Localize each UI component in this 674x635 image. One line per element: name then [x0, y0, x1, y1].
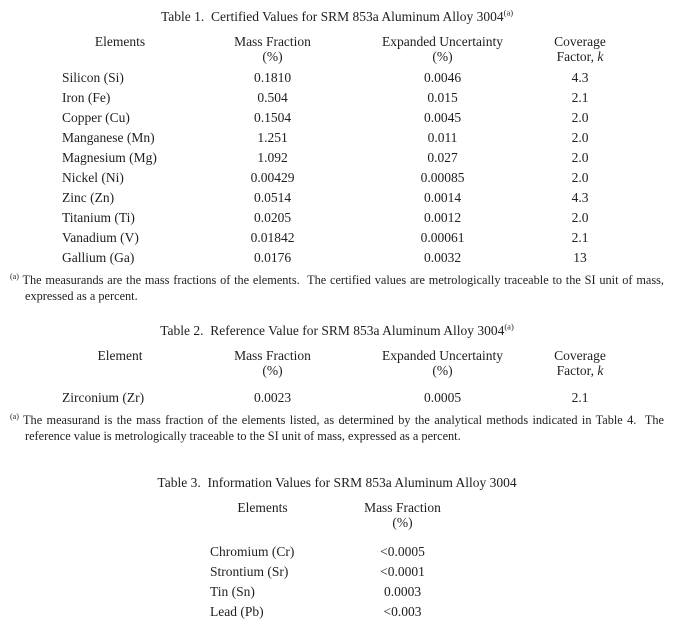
table2-col-header-expanded-uncertainty	[350, 348, 535, 378]
table-row	[45, 88, 674, 108]
element-cell: Magnesium (Mg)	[62, 150, 157, 165]
footnote-marker: (a)	[10, 271, 19, 281]
table-row	[45, 168, 674, 188]
table-row	[45, 188, 674, 208]
table-row	[45, 108, 674, 128]
table1-title-text: Table 1. Certified Values for SRM 853a Aluminum Alloy 3004	[160, 9, 504, 24]
expanded-uncertainty-unit: (%)	[432, 49, 453, 64]
element-cell: Iron (Fe)	[62, 90, 111, 105]
expanded-uncertainty-cell: 0.011	[427, 130, 458, 145]
table2-col-header-mass-fraction	[195, 348, 350, 378]
table1-title	[0, 8, 674, 26]
table1-col-header-mass-fraction	[195, 34, 350, 64]
table-row	[45, 248, 674, 268]
expanded-uncertainty-cell: 0.0045	[423, 110, 462, 125]
coverage-label: Coverage	[554, 348, 606, 363]
k-symbol: k	[597, 49, 604, 64]
table3-title	[0, 474, 674, 492]
table3-header-row	[210, 500, 674, 530]
table1-title-footnote-marker: (a)	[503, 7, 514, 18]
mass-fraction-cell: 1.251	[257, 130, 288, 145]
element-cell: Nickel (Ni)	[62, 170, 124, 185]
element-cell: Vanadium (V)	[62, 230, 139, 245]
coverage-factor-cell: 2.0	[571, 110, 589, 125]
expanded-uncertainty-cell: 0.0012	[423, 210, 462, 225]
coverage-factor-cell: 2.1	[571, 390, 589, 405]
expanded-uncertainty-cell: 0.0032	[423, 250, 462, 265]
table-row	[45, 208, 674, 228]
expanded-uncertainty-cell: 0.015	[427, 90, 458, 105]
table-row	[45, 388, 674, 408]
table3-body	[0, 542, 674, 622]
mass-fraction-cell: 0.00429	[250, 170, 295, 185]
table1-footnote	[10, 271, 668, 304]
coverage-factor-cell: 2.0	[571, 130, 589, 145]
mass-fraction-cell: 0.01842	[250, 230, 295, 245]
element-cell: Lead (Pb)	[210, 604, 264, 619]
mass-fraction-cell: <0.0001	[380, 564, 425, 579]
table-row	[45, 228, 674, 248]
coverage-factor-cell: 2.0	[571, 170, 589, 185]
mass-fraction-cell: 0.1810	[253, 70, 292, 85]
mass-fraction-cell: <0.003	[383, 604, 422, 619]
element-cell: Zirconium (Zr)	[62, 390, 145, 405]
coverage-factor-cell: 2.1	[571, 90, 589, 105]
expanded-uncertainty-cell: 0.00061	[420, 230, 465, 245]
element-cell: Gallium (Ga)	[62, 250, 135, 265]
expanded-uncertainty-label: Expanded Uncertainty	[381, 348, 504, 363]
expanded-uncertainty-cell: 0.027	[427, 150, 458, 165]
table2-title-footnote-marker: (a)	[504, 321, 514, 332]
table3-col-header-mass-fraction	[315, 500, 490, 530]
factor-label: Factor, k	[556, 363, 604, 378]
mass-fraction-label: Mass Fraction	[234, 34, 311, 49]
table-row	[45, 148, 674, 168]
table3-title-text: Table 3. Information Values for SRM 853a Aluminum Alloy 3004	[157, 475, 517, 490]
table-row	[45, 68, 674, 88]
element-cell: Manganese (Mn)	[62, 130, 155, 145]
mass-fraction-unit: (%)	[262, 49, 283, 64]
table-row	[210, 562, 674, 582]
table1-col-header-coverage-factor	[535, 34, 625, 64]
table1-header-row	[45, 34, 674, 64]
table2-title	[0, 322, 674, 340]
element-cell: Strontium (Sr)	[210, 564, 289, 579]
coverage-factor-cell: 4.3	[571, 190, 589, 205]
coverage-factor-cell: 13	[573, 250, 587, 265]
expanded-uncertainty-unit: (%)	[432, 363, 453, 378]
mass-fraction-cell: 0.0514	[253, 190, 292, 205]
mass-fraction-cell: 0.0205	[253, 210, 292, 225]
mass-fraction-unit: (%)	[262, 363, 283, 378]
element-cell: Tin (Sn)	[210, 584, 255, 599]
table1-body	[0, 68, 674, 268]
mass-fraction-cell: 0.0023	[253, 390, 292, 405]
table2-header-row	[45, 348, 674, 378]
expanded-uncertainty-cell: 0.0005	[423, 390, 462, 405]
expanded-uncertainty-cell: 0.0014	[423, 190, 462, 205]
mass-fraction-cell: 0.0176	[253, 250, 292, 265]
expanded-uncertainty-cell: 0.0046	[423, 70, 462, 85]
expanded-uncertainty-label: Expanded Uncertainty	[381, 34, 504, 49]
footnote-text: The measurand is the mass fraction of the elements listed, as determined by the analytical methods indicated in Table 4. The reference value is metrologically traceable to the SI unit of mass, expressed as a percent.	[23, 413, 668, 443]
mass-fraction-label: Mass Fraction	[234, 348, 311, 363]
coverage-factor-cell: 4.3	[571, 70, 589, 85]
table2-col-header-coverage-factor	[535, 348, 625, 378]
footnote-text: The measurands are the mass fractions of the elements. The certified values are metrologically traceable to the SI unit of mass, expressed as a percent.	[22, 273, 668, 303]
factor-label: Factor, k	[556, 49, 604, 64]
table1-col-header-elements: Elements	[94, 34, 146, 49]
k-symbol: k	[597, 363, 604, 378]
table2-title-text: Table 2. Reference Value for SRM 853a Aluminum Alloy 3004	[160, 323, 505, 338]
table-row	[210, 602, 674, 622]
coverage-label: Coverage	[554, 34, 606, 49]
table2-col-header-element: Element	[97, 348, 143, 363]
table3-col-header-elements: Elements	[237, 500, 288, 515]
table-row	[210, 582, 674, 602]
mass-fraction-label: Mass Fraction	[364, 500, 441, 515]
table2-footnote	[10, 411, 668, 444]
table1-col-header-expanded-uncertainty	[350, 34, 535, 64]
coverage-factor-cell: 2.0	[571, 150, 589, 165]
mass-fraction-cell: 0.0003	[383, 584, 422, 599]
mass-fraction-cell: 0.504	[257, 90, 288, 105]
mass-fraction-cell: <0.0005	[380, 544, 425, 559]
element-cell: Copper (Cu)	[62, 110, 130, 125]
element-cell: Silicon (Si)	[62, 70, 124, 85]
coverage-factor-cell: 2.1	[571, 230, 589, 245]
mass-fraction-cell: 1.092	[257, 150, 288, 165]
table-row	[210, 542, 674, 562]
element-cell: Zinc (Zn)	[62, 190, 115, 205]
mass-fraction-unit: (%)	[392, 515, 413, 530]
footnote-marker: (a)	[10, 411, 19, 421]
coverage-factor-cell: 2.0	[571, 210, 589, 225]
element-cell: Chromium (Cr)	[210, 544, 295, 559]
mass-fraction-cell: 0.1504	[253, 110, 292, 125]
expanded-uncertainty-cell: 0.00085	[420, 170, 465, 185]
table-row	[45, 128, 674, 148]
element-cell: Titanium (Ti)	[62, 210, 135, 225]
